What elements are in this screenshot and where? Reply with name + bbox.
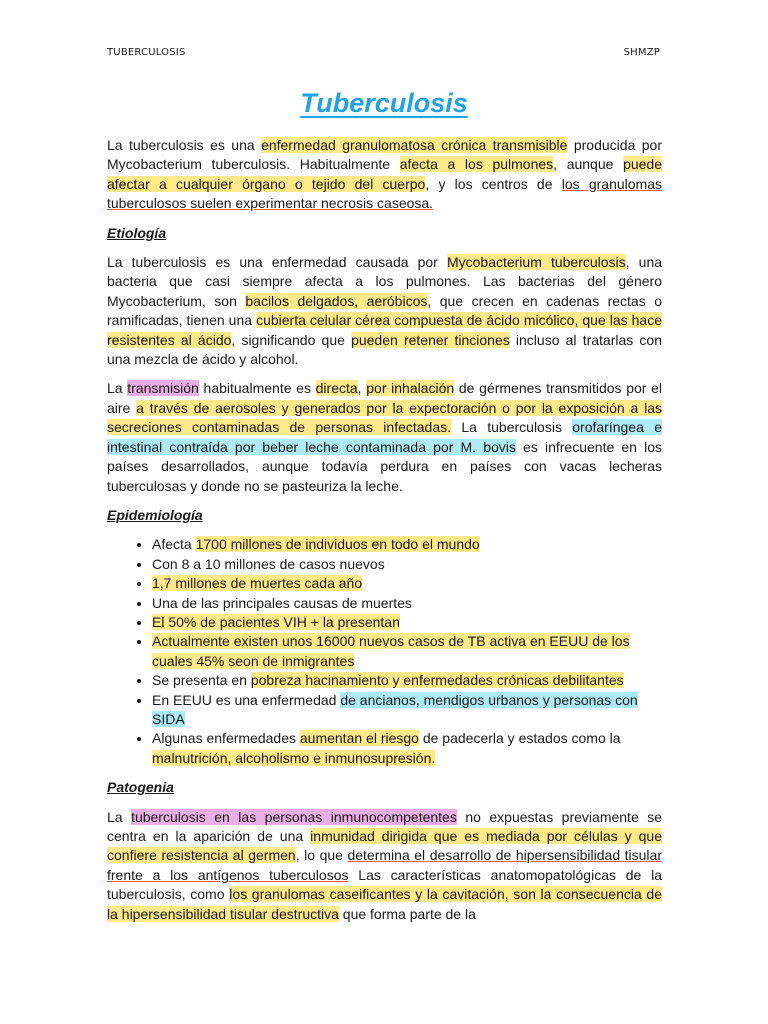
- list-item: • El 50% de pacientes VIH + la presentan: [152, 613, 662, 632]
- patogenia-paragraph-1: La tuberculosis en las personas inmunocompetentes no expuestas previamente se centra en la aparición de una inmunidad dirigida que es mediada por células y que confiere resistencia al germen, lo que determina el desarrollo de hipersensibilidad tisular frente a los antígenos tuberculosos Las características anatomopatológicas de la tuberculosis, como los granulomas caseificantes y la cavitación, son la consecuencia de la hipersensibilidad tisular destructiva que forma parte de la: [107, 808, 663, 922]
- list-item: • Algunas enfermedades aumentan el riesgo de padecerla y estados como la malnutrición, alcoholismo e inmunosupresión.: [152, 729, 662, 768]
- epidemiologia-list: [107, 535, 662, 768]
- list-item: • Actualmente existen unos 16000 nuevos casos de TB activa en EEUU de los cuales 45% seon de inmigrantes: [152, 632, 662, 671]
- list-item: • En EEUU es una enfermedad de ancianos, mendigos urbanos y personas con SIDA: [152, 691, 662, 730]
- etiologia-paragraph-2: La transmisión habitualmente es directa, por inhalación de gérmenes transmitidos por el aire a través de aerosoles y generados por la expectoración o por la exposición a las secreciones contaminadas de personas infectadas. La tuberculosis orofaríngea e intestinal contraída por beber leche contaminada por M. bovis es infrecuente en los países desarrollados, aunque todavía perdura en países con vacas lecheras tuberculosas y donde no se pasteuriza la leche.: [107, 380, 663, 494]
- list-item: • Con 8 a 10 millones de casos nuevos: [152, 555, 662, 574]
- page-header: [107, 47, 660, 58]
- section-heading-etiologia: Etiología: [107, 224, 167, 241]
- list-item: • 1,7 millones de muertes cada año: [152, 574, 662, 593]
- list-item: • Una de las principales causas de muertes: [152, 594, 662, 613]
- document-title: Tuberculosis: [300, 88, 468, 118]
- list-item: • Se presenta en pobreza hacinamiento y enfermedades crónicas debilitantes: [152, 671, 662, 690]
- header-left: TUBERCULOSIS: [107, 47, 186, 58]
- section-heading-epidemiologia: Epidemiología: [107, 506, 203, 523]
- list-item: • Afecta 1700 millones de individuos en todo el mundo: [152, 535, 662, 554]
- section-heading-patogenia: Patogenia: [107, 779, 174, 796]
- intro-paragraph: La tuberculosis es una enfermedad granulomatosa crónica transmisible producida por Mycobacterium tuberculosis. Habitualmente afecta a los pulmones, aunque puede afectar a cualquier órgano o tejido del cuerpo, y los centros de los granulomas tuberculosos suelen experimentar necrosis caseosa.: [107, 137, 663, 212]
- header-right: SHMZP: [623, 47, 660, 58]
- etiologia-paragraph-1: La tuberculosis es una enfermedad causada por Mycobacterium tuberculosis, una bacteria que casi siempre afecta a los pulmones. Las bacterias del género Mycobacterium, son bacilos delgados, aeróbicos, que crecen en cadenas rectas o ramificadas, tienen una cubierta celular cérea compuesta de ácido micólico, que las hace resistentes al ácido, significando que pueden retener tinciones incluso al tratarlas con una mezcla de ácido y alcohol.: [107, 254, 663, 368]
- document-body: [107, 136, 662, 934]
